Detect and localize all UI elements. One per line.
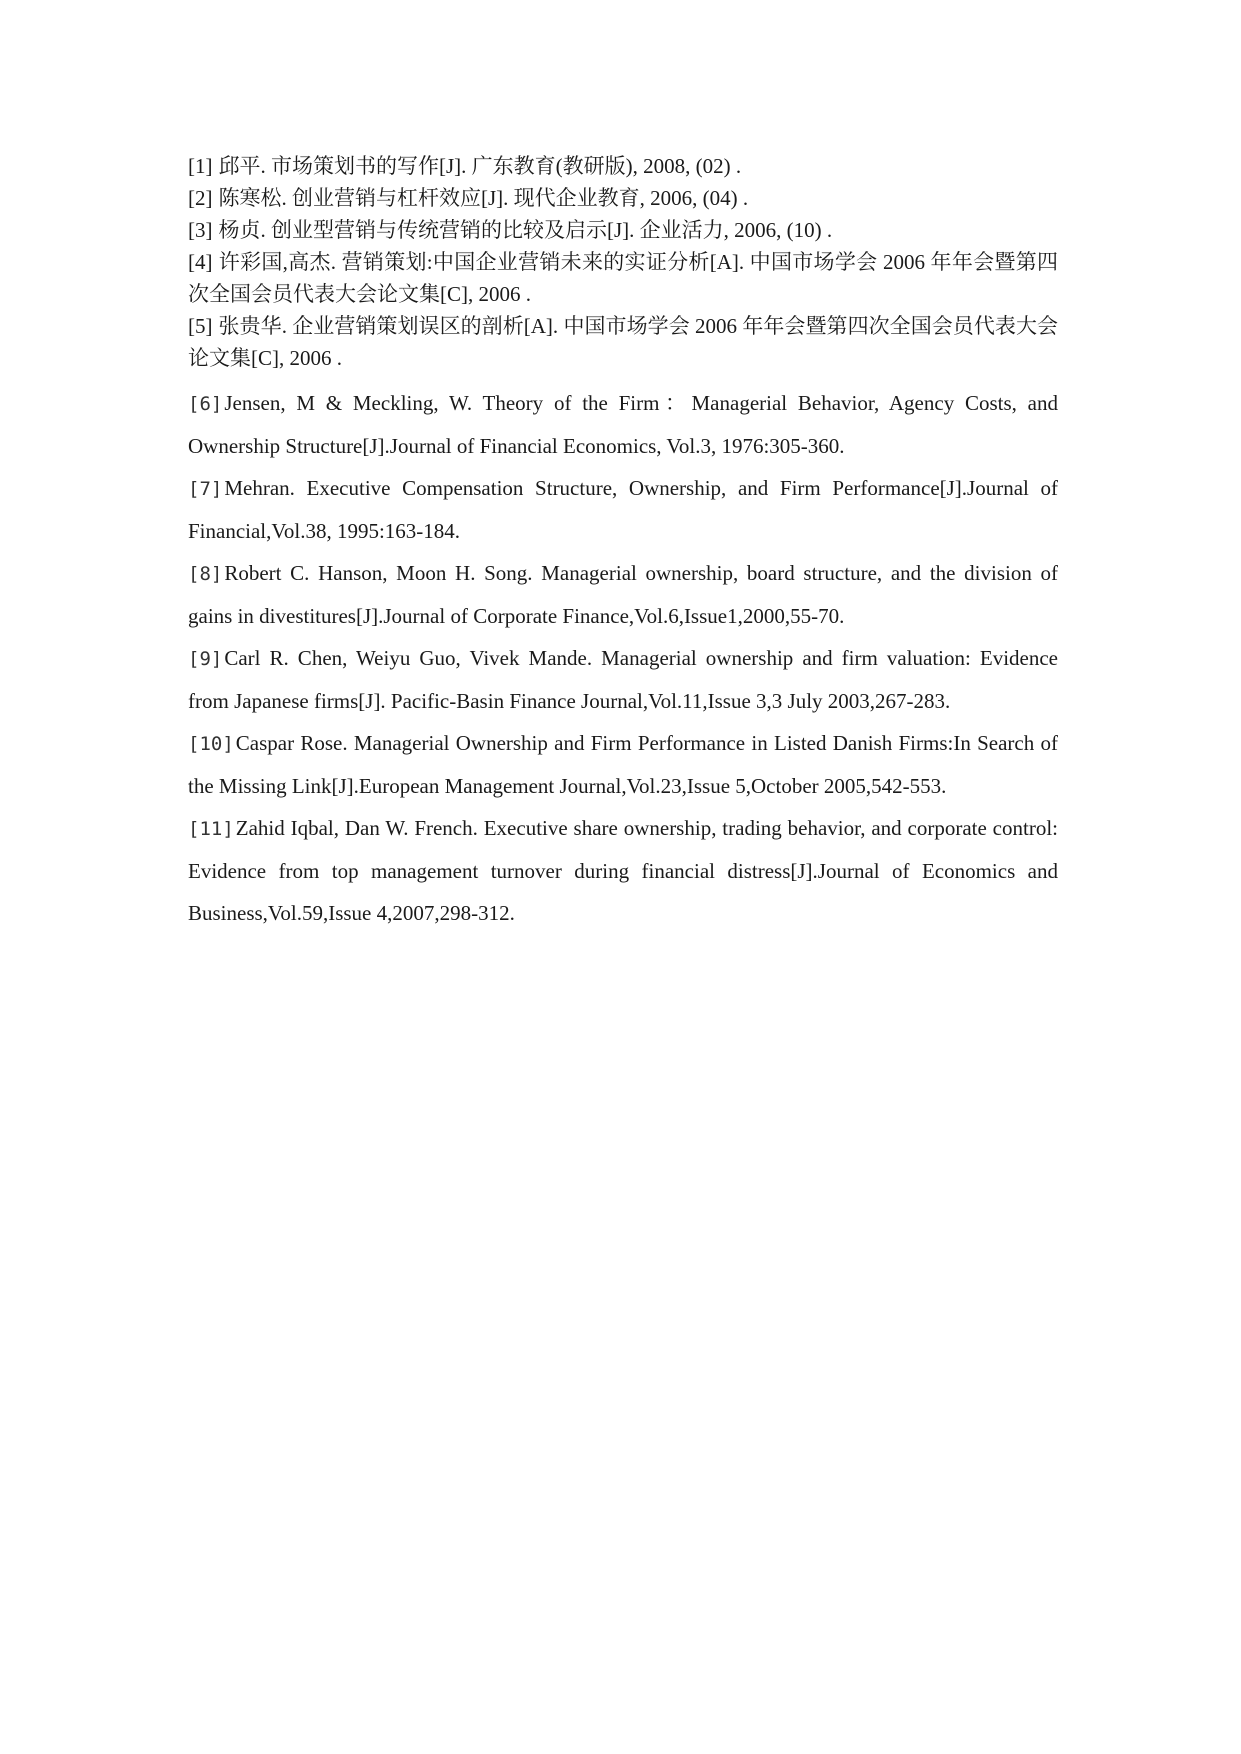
reference-item xyxy=(188,722,1058,807)
reference-text: Jensen, M & Meckling, W. Theory of the Firm：Managerial Behavior, Agency Costs, and Ownership Structure[J].Journal of Financial Economics, Vol.3, 1976:305-360. xyxy=(188,391,1058,458)
reference-number: [2] xyxy=(188,186,213,210)
reference-text: 张贵华. 企业营销策划误区的剖析[A]. 中国市场学会 2006 年年会暨第四次全国会员代表大会论文集[C], 2006 . xyxy=(188,314,1058,370)
reference-number: [1] xyxy=(188,154,213,178)
reference-text: 邱平. 市场策划书的写作[J]. 广东教育(教研版), 2008, (02) . xyxy=(218,154,742,178)
reference-text: Caspar Rose. Managerial Ownership and Firm Performance in Listed Danish Firms:In Search of the Missing Link[J].European Management Journal,Vol.23,Issue 5,October 2005,542-553. xyxy=(188,731,1058,798)
reference-number: [7] xyxy=(188,478,223,500)
reference-text: 陈寒松. 创业营销与杠杆效应[J]. 现代企业教育, 2006, (04) . xyxy=(218,186,749,210)
reference-text: 杨贞. 创业型营销与传统营销的比较及启示[J]. 企业活力, 2006, (10) . xyxy=(218,218,833,242)
reference-list xyxy=(188,150,1058,934)
reference-number: [5] xyxy=(188,314,213,338)
reference-item xyxy=(188,552,1058,637)
reference-number: [3] xyxy=(188,218,213,242)
reference-item xyxy=(188,637,1058,722)
reference-item xyxy=(188,246,1058,310)
reference-number: [8] xyxy=(188,563,223,585)
reference-number: [11] xyxy=(188,818,234,840)
reference-number: [4] xyxy=(188,250,213,274)
reference-text: Mehran. Executive Compensation Structure, Ownership, and Firm Performance[J].Journal of Financial,Vol.38, 1995:163-184. xyxy=(188,476,1058,543)
reference-text: Carl R. Chen, Weiyu Guo, Vivek Mande. Managerial ownership and firm valuation: Evidence from Japanese firms[J]. Pacific-Basin Finance Journal,Vol.11,Issue 3,3 July 2003,267-283. xyxy=(188,646,1058,713)
reference-item xyxy=(188,382,1058,467)
reference-item xyxy=(188,214,1058,246)
reference-item xyxy=(188,182,1058,214)
reference-text: Zahid Iqbal, Dan W. French. Executive share ownership, trading behavior, and corporate control: Evidence from top management turnover during financial distress[J].Journal of Economics and Business,Vol.59,Issue 4,2007,298-312. xyxy=(188,816,1058,925)
reference-item xyxy=(188,467,1058,552)
reference-item xyxy=(188,310,1058,374)
reference-text: Robert C. Hanson, Moon H. Song. Managerial ownership, board structure, and the division of gains in divestitures[J].Journal of Corporate Finance,Vol.6,Issue1,2000,55-70. xyxy=(188,561,1058,628)
reference-item xyxy=(188,807,1058,934)
reference-item xyxy=(188,150,1058,182)
reference-text: 许彩国,高杰. 营销策划:中国企业营销未来的实证分析[A]. 中国市场学会 2006 年年会暨第四次全国会员代表大会论文集[C], 2006 . xyxy=(188,250,1058,306)
reference-number: [6] xyxy=(188,393,223,415)
reference-number: [9] xyxy=(188,648,223,670)
reference-number: [10] xyxy=(188,733,234,755)
